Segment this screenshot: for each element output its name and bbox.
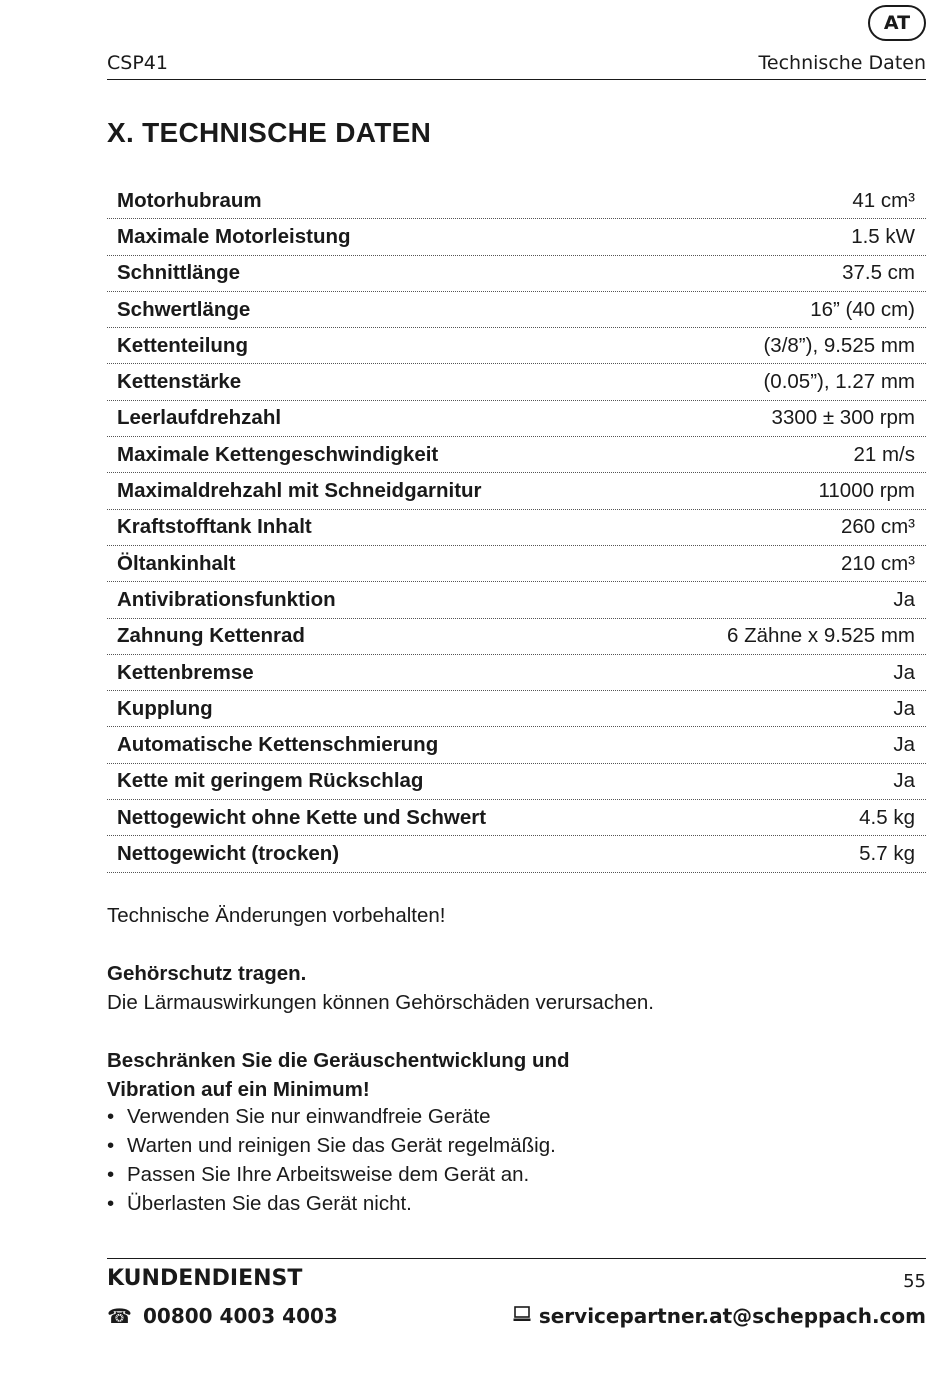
table-row	[107, 473, 926, 509]
table-row	[107, 328, 926, 364]
spec-value: Ja	[893, 660, 915, 684]
table-row	[107, 437, 926, 473]
spec-value: Ja	[893, 769, 915, 793]
spec-value: 3300 ± 300 rpm	[771, 406, 915, 430]
spec-label: Nettogewicht ohne Kette und Schwert	[117, 805, 487, 829]
table-row	[107, 764, 926, 800]
model-name: CSP41	[107, 52, 168, 74]
spec-label: Kettenbremse	[117, 660, 254, 684]
table-row	[107, 582, 926, 618]
spec-label: Kette mit geringem Rückschlag	[117, 769, 424, 793]
spec-value: Ja	[893, 696, 915, 720]
bullet-icon: •	[107, 1134, 115, 1157]
phone-number: 00800 4003 4003	[143, 1304, 338, 1328]
technical-changes-note: Technische Änderungen vorbehalten!	[107, 904, 446, 927]
spec-label: Automatische Kettenschmierung	[117, 733, 439, 757]
service-email	[513, 1304, 926, 1328]
country-badge: AT	[868, 5, 926, 41]
page-number: 55	[903, 1271, 926, 1292]
noise-tips-list	[107, 1105, 556, 1221]
spec-label: Kraftstofftank Inhalt	[117, 515, 312, 539]
table-row	[107, 219, 926, 255]
noise-limit-heading-line-1: Beschränken Sie die Geräuschentwicklung und	[107, 1049, 570, 1072]
spec-value: 6 Zähne x 9.525 mm	[726, 624, 915, 648]
spec-label: Zahnung Kettenrad	[117, 624, 305, 648]
header-divider	[107, 79, 926, 80]
noise-limit-heading-line-2: Vibration auf ein Minimum!	[107, 1078, 370, 1101]
table-row	[107, 183, 926, 219]
spec-label: Nettogewicht (trocken)	[117, 841, 340, 865]
list-item-text: Passen Sie Ihre Arbeitsweise dem Gerät an.	[127, 1163, 530, 1186]
spec-value: Ja	[893, 733, 915, 757]
table-row	[107, 401, 926, 437]
spec-value: 37.5 cm	[842, 261, 915, 285]
spec-value: (3/8”), 9.525 mm	[763, 333, 915, 357]
spec-label: Maximale Kettengeschwindigkeit	[117, 442, 439, 466]
list-item-text: Überlasten Sie das Gerät nicht.	[127, 1192, 412, 1215]
list-item-text: Warten und reinigen Sie das Gerät regelmäßig.	[127, 1134, 556, 1157]
table-row	[107, 800, 926, 836]
table-row	[107, 256, 926, 292]
table-row	[107, 546, 926, 582]
service-label: KUNDENDIENST	[107, 1266, 303, 1291]
computer-icon	[513, 1306, 531, 1327]
spec-label: Schnittlänge	[117, 261, 241, 285]
list-item-text: Verwenden Sie nur einwandfreie Geräte	[127, 1105, 491, 1128]
table-row	[107, 727, 926, 763]
table-row	[107, 510, 926, 546]
table-row	[107, 691, 926, 727]
table-row	[107, 619, 926, 655]
list-item	[107, 1163, 556, 1192]
page-title: X. TECHNISCHE DATEN	[107, 117, 432, 148]
spec-value: 41 cm³	[852, 188, 915, 212]
bullet-icon: •	[107, 1163, 115, 1186]
list-item	[107, 1192, 556, 1221]
spec-value: (0.05”), 1.27 mm	[763, 370, 915, 394]
telephone-icon: ☎	[107, 1304, 132, 1328]
spec-label: Öltankinhalt	[117, 551, 236, 575]
bullet-icon: •	[107, 1105, 115, 1128]
spec-value: 16” (40 cm)	[810, 297, 915, 321]
list-item	[107, 1105, 556, 1134]
spec-label: Kettenteilung	[117, 333, 248, 357]
spec-value: 21 m/s	[853, 442, 915, 466]
section-name: Technische Daten	[758, 52, 926, 74]
spec-label: Schwertlänge	[117, 297, 251, 321]
spec-label: Leerlaufdrehzahl	[117, 406, 282, 430]
table-row	[107, 655, 926, 691]
service-phone	[107, 1304, 338, 1328]
hearing-protection-heading: Gehörschutz tragen.	[107, 962, 307, 985]
table-row	[107, 364, 926, 400]
table-row	[107, 836, 926, 872]
spec-label: Maximale Motorleistung	[117, 224, 351, 248]
spec-value: 260 cm³	[840, 515, 915, 539]
list-item	[107, 1134, 556, 1163]
spec-label: Kettenstärke	[117, 370, 242, 394]
spec-value: 11000 rpm	[818, 479, 915, 503]
spec-label: Kupplung	[117, 696, 213, 720]
spec-label: Antivibrationsfunktion	[117, 587, 336, 611]
spec-label: Maximaldrehzahl mit Schneidgarnitur	[117, 479, 482, 503]
spec-value: 1.5 kW	[851, 224, 915, 248]
spec-label: Motorhubraum	[117, 188, 262, 212]
spec-table	[107, 183, 926, 873]
footer-divider	[107, 1258, 926, 1259]
spec-value: 4.5 kg	[859, 805, 915, 829]
bullet-icon: •	[107, 1192, 115, 1215]
email-address: servicepartner.at@scheppach.com	[538, 1304, 926, 1328]
spec-value: 210 cm³	[840, 551, 915, 575]
hearing-protection-text: Die Lärmauswirkungen können Gehörschäden verursachen.	[107, 991, 654, 1014]
spec-value: 5.7 kg	[859, 841, 915, 865]
table-row	[107, 292, 926, 328]
spec-value: Ja	[893, 587, 915, 611]
